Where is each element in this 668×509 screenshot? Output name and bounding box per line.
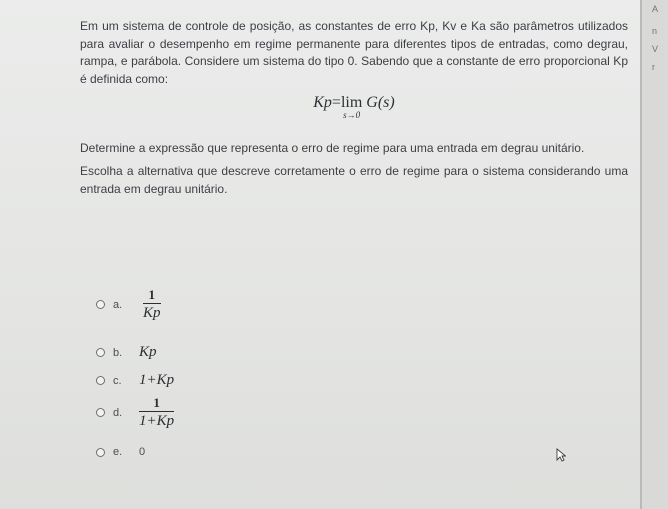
question-intro: Em um sistema de controle de posição, as constantes de erro Kp, Kv e Ka são parâmetros utilizados para avaliar o desempenho em regime permanente para diferentes tipos de entradas, como degrau, rampa, e parábola. Considere um sistema do tipo 0. Sabendo que a constante de erro proporcional Kp é definida como: (80, 19, 628, 86)
formula-rhs: G(s) (366, 94, 395, 111)
panel-divider (640, 0, 642, 509)
option-letter: b. (113, 346, 123, 359)
side-glyph: A (652, 4, 659, 14)
option-c-value: 1+Kp (139, 372, 175, 388)
option-c[interactable] (96, 372, 174, 389)
option-letter: e. (113, 446, 123, 458)
fraction-denominator: 1+Kp (139, 413, 175, 429)
fraction-denominator: Kp (143, 305, 161, 321)
radio-d[interactable] (96, 408, 105, 417)
option-e-value: 0 (139, 446, 146, 458)
kp-formula (80, 94, 628, 120)
option-e[interactable] (96, 446, 145, 458)
side-glyph: n (652, 26, 658, 36)
fraction-numerator: 1 (153, 395, 160, 410)
option-letter: c. (113, 374, 122, 387)
formula-limit (341, 94, 362, 120)
formula-lhs: Kp (313, 94, 332, 111)
mouse-cursor-icon (556, 448, 566, 462)
formula-eq: = (331, 94, 341, 111)
fraction-bar (143, 303, 161, 304)
option-letter: a. (113, 298, 123, 311)
option-d-fraction (139, 396, 174, 429)
question-instruction: Escolha a alternativa que descreve corretamente o erro de regime para o sistema considerando uma entrada em degrau unitário. (80, 164, 628, 196)
radio-c[interactable] (96, 376, 105, 385)
formula-lim-word: lim (340, 94, 363, 111)
option-b[interactable] (96, 344, 157, 361)
question-text (80, 18, 628, 196)
option-d[interactable] (96, 396, 174, 429)
radio-e[interactable] (96, 448, 105, 457)
side-glyph: V (652, 44, 659, 54)
formula-lim-sub: s→0 (343, 109, 361, 120)
side-glyph: r (652, 62, 655, 72)
option-letter: d. (113, 406, 123, 419)
fraction-bar (139, 411, 174, 412)
option-a[interactable] (96, 288, 161, 321)
option-b-value: Kp (139, 344, 157, 360)
adjacent-panel-text (652, 0, 668, 509)
option-a-fraction (143, 288, 161, 321)
radio-a[interactable] (96, 300, 105, 309)
question-task: Determine a expressão que representa o erro de regime para uma entrada em degrau unitário. (80, 141, 585, 155)
fraction-numerator: 1 (148, 287, 155, 302)
radio-b[interactable] (96, 348, 105, 357)
